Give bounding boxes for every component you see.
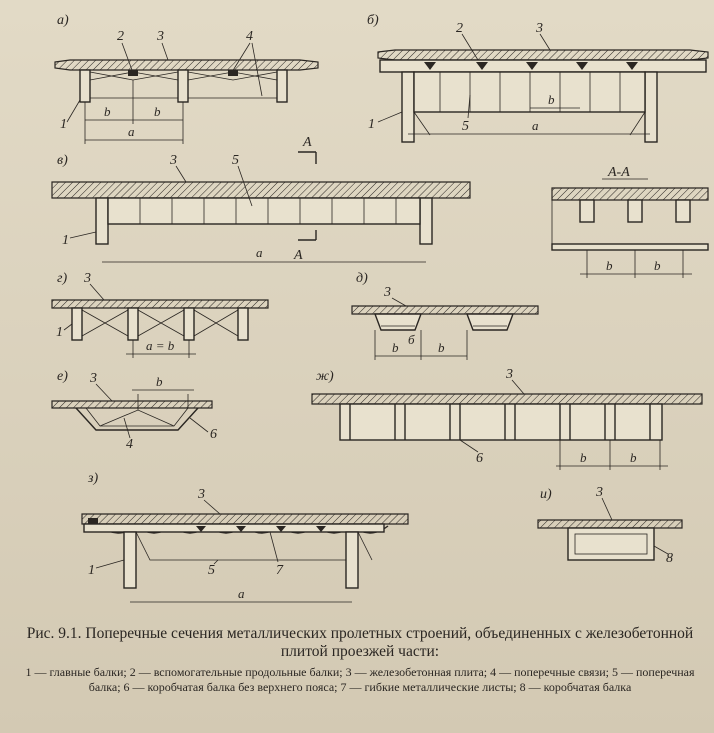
slab-g <box>52 300 268 308</box>
leader <box>90 284 104 300</box>
section-mark-bottom: А <box>294 248 303 263</box>
main-beam-g2 <box>128 308 138 340</box>
leader <box>124 418 130 438</box>
label-3: 3 <box>506 367 513 382</box>
panel-label-zh: ж) <box>316 369 334 384</box>
dim-b: b <box>548 92 555 107</box>
dim-a: a <box>256 245 263 260</box>
label-5: 5 <box>208 563 215 578</box>
label-2: 2 <box>117 29 124 44</box>
leader <box>176 166 186 182</box>
bracing-e <box>100 410 174 426</box>
label-3: 3 <box>596 485 603 500</box>
label-3: 3 <box>384 285 391 300</box>
leader <box>392 298 406 306</box>
leader <box>204 500 220 514</box>
section-mark-top: А <box>303 135 312 150</box>
label-2: 2 <box>456 21 463 36</box>
cross-beam-v <box>108 198 420 224</box>
leader <box>214 560 218 564</box>
panel-e <box>52 369 217 452</box>
slab-a <box>55 60 318 70</box>
main-beam-b1 <box>402 72 414 142</box>
leader <box>67 100 80 122</box>
beam-aa3 <box>676 200 690 222</box>
section-title: А-А <box>608 165 630 180</box>
panel-label-d: д) <box>356 271 368 286</box>
label-3: 3 <box>198 487 205 502</box>
dim-a: a <box>532 118 539 133</box>
dim-b: b <box>606 258 613 273</box>
main-beam-v2 <box>420 198 432 244</box>
main-beam-z2 <box>346 532 358 588</box>
panel-z <box>82 471 408 602</box>
dim-b: b <box>104 104 111 119</box>
label-3: 3 <box>157 29 164 44</box>
leader <box>540 34 550 50</box>
dim-b: b <box>392 340 399 355</box>
leader <box>270 532 278 562</box>
box-d2 <box>467 314 513 330</box>
figure-caption <box>20 625 700 695</box>
label-3: 3 <box>170 153 177 168</box>
dim-b: b <box>154 104 161 119</box>
panel-label-z: з) <box>88 471 99 486</box>
panel-d <box>352 271 538 360</box>
label-3: 3 <box>536 21 543 36</box>
leader <box>460 440 478 452</box>
dim-a: a <box>238 586 245 601</box>
leader <box>70 232 96 238</box>
dim-b-sub: б <box>408 332 415 347</box>
panel-label-v: в) <box>57 153 68 168</box>
bracing-g <box>82 310 238 336</box>
slab-aa <box>552 188 708 200</box>
panel-a <box>55 13 318 144</box>
beam-aa2 <box>628 200 642 222</box>
leader <box>96 384 112 401</box>
panel-v <box>52 135 470 263</box>
dim-a-eq-b: a = b <box>146 338 175 353</box>
panel-label-i: и) <box>540 487 552 502</box>
panel-label-e: е) <box>57 369 68 384</box>
label-3: 3 <box>90 371 97 386</box>
slab-i <box>538 520 682 528</box>
panel-b <box>367 13 708 142</box>
leader <box>378 112 402 122</box>
main-beam-z1 <box>124 532 136 588</box>
box-i <box>568 528 654 560</box>
label-4: 4 <box>246 29 253 44</box>
bottom-flange-aa <box>552 244 708 250</box>
label-5: 5 <box>232 153 239 168</box>
panel-section-aa <box>552 165 708 278</box>
dim-b: b <box>580 450 587 465</box>
label-4: 4 <box>126 437 133 452</box>
label-7: 7 <box>276 563 283 578</box>
leader <box>602 498 612 520</box>
label-8: 8 <box>666 551 673 566</box>
box-d1 <box>375 314 421 330</box>
panel-label-a: а) <box>57 13 69 28</box>
main-beam-v1 <box>96 198 108 244</box>
panel-i <box>538 485 682 566</box>
brace-b <box>414 112 645 135</box>
beam-aa1 <box>580 200 594 222</box>
label-5: 5 <box>462 119 469 134</box>
slab-z <box>82 514 408 524</box>
dim-a: a <box>128 124 135 139</box>
label-1: 1 <box>368 117 375 132</box>
leader <box>512 380 524 394</box>
leader <box>190 418 208 432</box>
main-beam-b2 <box>645 72 657 142</box>
panel-label-g: г) <box>57 271 68 286</box>
cross-beam-z <box>136 532 372 560</box>
label-6: 6 <box>210 427 217 442</box>
main-beam-a2 <box>178 70 188 102</box>
main-beam-a1 <box>80 70 90 102</box>
label-6: 6 <box>476 451 483 466</box>
leader <box>96 560 124 568</box>
cross-beam-b <box>414 72 645 112</box>
label-1: 1 <box>62 233 69 248</box>
top-flange-z <box>84 524 384 532</box>
leader <box>654 546 668 554</box>
dim-b: b <box>438 340 445 355</box>
leader <box>64 324 72 330</box>
section-cut-top <box>298 152 316 164</box>
dim-b: b <box>630 450 637 465</box>
dim-b: b <box>156 374 163 389</box>
slab-v <box>52 182 470 198</box>
main-beam-a3 <box>277 70 287 102</box>
slab-zh <box>312 394 702 404</box>
slab-b <box>378 50 708 60</box>
panel-label-b: б) <box>367 13 379 28</box>
main-beam-g4 <box>238 308 248 340</box>
label-1: 1 <box>56 325 63 340</box>
main-beam-g3 <box>184 308 194 340</box>
slab-d <box>352 306 538 314</box>
box-zh <box>340 404 662 440</box>
panel-zh <box>312 367 702 470</box>
panel-g <box>52 271 268 358</box>
dim-b: b <box>654 258 661 273</box>
label-1: 1 <box>60 117 67 132</box>
caption-legend: 1 — главные балки; 2 — вспомогательные продольные балки; 3 — железобетонная плита; 4 — поперечные связи; 5 — поперечная балка; 6 — коробчатая балка без верхнего пояса; 7 — гибкие металлические листы; 8 — коробчатая балка <box>25 665 695 694</box>
main-beam-g1 <box>72 308 82 340</box>
leader <box>162 43 168 60</box>
label-1: 1 <box>88 563 95 578</box>
caption-title: Рис. 9.1. Поперечные сечения металлических пролетных строений, объединенных с железобетонной плитой проезжей части: <box>26 625 694 660</box>
label-3: 3 <box>84 271 91 286</box>
section-cut-bottom <box>298 230 316 240</box>
